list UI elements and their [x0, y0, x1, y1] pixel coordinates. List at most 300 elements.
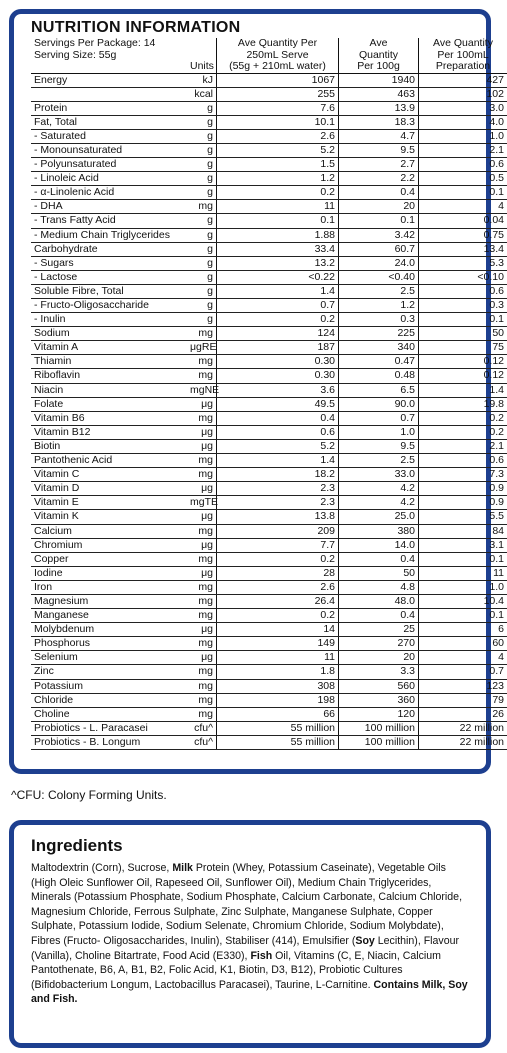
- value-per-serve: 209: [217, 524, 339, 538]
- nutrient-name: - Inulin: [31, 313, 187, 327]
- nutrient-name: Vitamin A: [31, 341, 187, 355]
- value-per-100ml: 0.2: [419, 411, 507, 425]
- nutrient-unit: mg: [187, 524, 217, 538]
- value-per-serve: 2.6: [217, 129, 339, 143]
- nutrient-unit: g: [187, 214, 217, 228]
- nutrient-name: - Saturated: [31, 129, 187, 143]
- value-per-100ml: 6: [419, 623, 507, 637]
- nutrient-unit: g: [187, 129, 217, 143]
- table-row: [31, 510, 507, 524]
- value-per-100g: 6.5: [339, 383, 419, 397]
- table-row-energy-kj: [31, 73, 507, 87]
- value-per-100g: 90.0: [339, 397, 419, 411]
- table-row: [31, 454, 507, 468]
- value-per-serve: 18.2: [217, 468, 339, 482]
- nutrient-name: Fat, Total: [31, 115, 187, 129]
- value-per-100g: 100 million: [339, 721, 419, 735]
- value-per-serve: 2.3: [217, 496, 339, 510]
- serving-size: Serving Size: 55g: [34, 48, 117, 61]
- value-per-serve: 0.2: [217, 313, 339, 327]
- table-row: [31, 143, 507, 157]
- value-per-serve: <0.22: [217, 270, 339, 284]
- value-per-serve: 1.88: [217, 228, 339, 242]
- value-per-serve: 308: [217, 679, 339, 693]
- nutrient-unit: g: [187, 186, 217, 200]
- nutrient-name: Folate: [31, 397, 187, 411]
- value-per-serve: 124: [217, 327, 339, 341]
- value-per-100ml: 1.0: [419, 129, 507, 143]
- nutrient-unit: mg: [187, 679, 217, 693]
- nutrient-unit: μg: [187, 623, 217, 637]
- value-per-100ml: 0.12: [419, 355, 507, 369]
- value-per-100ml: 5.5: [419, 510, 507, 524]
- allergen-text: Soy: [355, 934, 375, 947]
- value-per-100g: 50: [339, 566, 419, 580]
- table-row: [31, 693, 507, 707]
- value-per-100g: 1.2: [339, 299, 419, 313]
- value-per-100ml: 123: [419, 679, 507, 693]
- nutrient-unit: mg: [187, 707, 217, 721]
- table-row: [31, 101, 507, 115]
- table-row: [31, 115, 507, 129]
- nutrient-unit: g: [187, 115, 217, 129]
- table-row: [31, 538, 507, 552]
- value-per-100g: 0.1: [339, 214, 419, 228]
- value-per-serve: 26.4: [217, 594, 339, 608]
- value-per-100g: 225: [339, 327, 419, 341]
- value-per-100ml: 1.0: [419, 580, 507, 594]
- value-per-serve: 0.2: [217, 552, 339, 566]
- value-per-100ml: 0.75: [419, 228, 507, 242]
- nutrient-name: Chromium: [31, 538, 187, 552]
- nutrient-unit: g: [187, 256, 217, 270]
- nutrient-name: Choline: [31, 707, 187, 721]
- nutrient-unit: mg: [187, 609, 217, 623]
- value-per-100ml: <0.10: [419, 270, 507, 284]
- nutrient-unit: mg: [187, 594, 217, 608]
- nutrient-name: Pantothenic Acid: [31, 454, 187, 468]
- table-row: [31, 397, 507, 411]
- table-row: [31, 552, 507, 566]
- value-per-100ml: 0.3: [419, 299, 507, 313]
- nutrient-unit: mg: [187, 369, 217, 383]
- value-per-100ml: 3.0: [419, 101, 507, 115]
- value-per-100ml: 2.1: [419, 439, 507, 453]
- nutrient-name: Vitamin C: [31, 468, 187, 482]
- value-per-serve: 1.4: [217, 284, 339, 298]
- value-per-serve: 10.1: [217, 115, 339, 129]
- nutrient-name: Potassium: [31, 679, 187, 693]
- allergen-text: Fish: [250, 949, 273, 962]
- value-per-serve: 3.6: [217, 383, 339, 397]
- nutrient-unit: mgTE: [187, 496, 217, 510]
- nutrient-unit: g: [187, 299, 217, 313]
- value-per-100ml: 0.1: [419, 186, 507, 200]
- value-per-serve: 1.4: [217, 454, 339, 468]
- nutrient-name: Vitamin B6: [31, 411, 187, 425]
- value-per-serve: 0.2: [217, 609, 339, 623]
- table-row: [31, 439, 507, 453]
- nutrient-name: Probiotics - L. Paracasei: [31, 721, 187, 735]
- value-per-100ml: 50: [419, 327, 507, 341]
- value-per-100ml: 84: [419, 524, 507, 538]
- value-per-100g: 270: [339, 637, 419, 651]
- value-per-100g: 3.42: [339, 228, 419, 242]
- nutrient-unit: μgRE: [187, 341, 217, 355]
- nutrient-unit: mg: [187, 355, 217, 369]
- nutrient-unit: g: [187, 158, 217, 172]
- nutrition-table: [31, 38, 507, 750]
- servings-per-package: Servings Per Package: 14: [34, 37, 156, 49]
- value-per-100ml: 0.9: [419, 496, 507, 510]
- nutrient-name: Vitamin K: [31, 510, 187, 524]
- value-per-serve: 0.7: [217, 299, 339, 313]
- value-per-100g: 13.9: [339, 101, 419, 115]
- value-per-serve: 55 million: [217, 721, 339, 735]
- value-per-100g: 560: [339, 679, 419, 693]
- table-row: [31, 665, 507, 679]
- value-per-100g: 24.0: [339, 256, 419, 270]
- table-row: [31, 651, 507, 665]
- value-per-100ml: 0.1: [419, 552, 507, 566]
- ingredient-text: Oil, Vitamins (C, E, Niacin, Calcium Pantothenate, B6, A, B1, B2, Folic Acid, K1, Biotin, D3, B12), Probiotic Cultures (Bifidobacterium Longum, Lactobacillus Paracasei), Taurine, L-Carnitine.: [31, 949, 441, 991]
- nutrient-unit: g: [187, 270, 217, 284]
- value-per-100ml: 26: [419, 707, 507, 721]
- value-per-100g: 120: [339, 707, 419, 721]
- value-per-100g: 60.7: [339, 242, 419, 256]
- nutrient-unit: μg: [187, 510, 217, 524]
- nutrient-name: - Polyunsaturated: [31, 158, 187, 172]
- value-per-100ml: 427: [419, 73, 507, 87]
- nutrient-name: Iron: [31, 580, 187, 594]
- table-row: [31, 411, 507, 425]
- value-per-100ml: 60: [419, 637, 507, 651]
- nutrient-unit: cfu^: [187, 721, 217, 735]
- value-per-100ml: 3.1: [419, 538, 507, 552]
- value-per-100g: 463: [339, 87, 419, 101]
- value-per-100g: 0.4: [339, 609, 419, 623]
- nutrient-name: - Fructo-Oligosaccharide: [31, 299, 187, 313]
- nutrient-name: Molybdenum: [31, 623, 187, 637]
- value-per-serve: 0.30: [217, 369, 339, 383]
- value-per-100ml: 4: [419, 651, 507, 665]
- value-per-serve: 2.6: [217, 580, 339, 594]
- table-row: [31, 313, 507, 327]
- nutrient-name: Biotin: [31, 439, 187, 453]
- nutrient-name: - DHA: [31, 200, 187, 214]
- value-per-100ml: 0.6: [419, 158, 507, 172]
- value-per-100ml: 22 million: [419, 721, 507, 735]
- value-per-100g: 0.7: [339, 411, 419, 425]
- value-per-100ml: 19.8: [419, 397, 507, 411]
- cfu-footnote: ^CFU: Colony Forming Units.: [11, 788, 167, 802]
- value-per-serve: 33.4: [217, 242, 339, 256]
- nutrient-name: Protein: [31, 101, 187, 115]
- value-per-100ml: 75: [419, 341, 507, 355]
- value-per-100g: 25: [339, 623, 419, 637]
- table-row: [31, 256, 507, 270]
- nutrient-unit: kcal: [187, 87, 217, 101]
- nutrient-unit: mg: [187, 580, 217, 594]
- value-per-100g: 0.48: [339, 369, 419, 383]
- value-per-100g: 2.7: [339, 158, 419, 172]
- table-row: [31, 383, 507, 397]
- value-per-100ml: 13.4: [419, 242, 507, 256]
- value-per-100g: 4.8: [339, 580, 419, 594]
- nutrient-unit: μg: [187, 439, 217, 453]
- table-row: [31, 214, 507, 228]
- value-per-serve: 13.8: [217, 510, 339, 524]
- value-per-serve: 1.8: [217, 665, 339, 679]
- table-row: [31, 200, 507, 214]
- nutrient-unit: g: [187, 101, 217, 115]
- value-per-100g: 4.2: [339, 496, 419, 510]
- nutrient-name: Riboflavin: [31, 369, 187, 383]
- serving-info-header: [31, 38, 187, 73]
- ingredients-panel: [9, 820, 491, 1048]
- per-serve-header: Ave Quantity Per 250mL Serve (55g + 210mL water): [217, 38, 339, 73]
- nutrient-name: Probiotics - B. Longum: [31, 735, 187, 749]
- nutrient-unit: mg: [187, 454, 217, 468]
- nutrient-unit: g: [187, 284, 217, 298]
- nutrient-unit: mg: [187, 411, 217, 425]
- nutrition-panel: [9, 9, 504, 774]
- nutrient-name: Sodium: [31, 327, 187, 341]
- value-per-serve: 11: [217, 200, 339, 214]
- nutrient-name: Manganese: [31, 609, 187, 623]
- nutrient-name: - Trans Fatty Acid: [31, 214, 187, 228]
- nutrient-name: - Medium Chain Triglycerides: [31, 228, 187, 242]
- nutrient-unit: mg: [187, 693, 217, 707]
- value-per-100g: 2.2: [339, 172, 419, 186]
- table-row: [31, 468, 507, 482]
- value-per-100g: <0.40: [339, 270, 419, 284]
- table-row: [31, 637, 507, 651]
- value-per-100ml: 0.7: [419, 665, 507, 679]
- value-per-100g: 0.4: [339, 552, 419, 566]
- nutrient-name: Vitamin D: [31, 482, 187, 496]
- value-per-100g: 360: [339, 693, 419, 707]
- table-row: [31, 735, 507, 749]
- value-per-serve: 1067: [217, 73, 339, 87]
- value-per-serve: 13.2: [217, 256, 339, 270]
- table-row: [31, 580, 507, 594]
- value-per-serve: 1.2: [217, 172, 339, 186]
- value-per-serve: 0.1: [217, 214, 339, 228]
- nutrient-unit: cfu^: [187, 735, 217, 749]
- nutrient-unit: mg: [187, 327, 217, 341]
- table-row: [31, 369, 507, 383]
- value-per-100ml: 2.1: [419, 143, 507, 157]
- value-per-serve: 5.2: [217, 143, 339, 157]
- value-per-100ml: 11: [419, 566, 507, 580]
- table-row: [31, 496, 507, 510]
- value-per-100g: 380: [339, 524, 419, 538]
- nutrient-name: - α-Linolenic Acid: [31, 186, 187, 200]
- table-row: [31, 623, 507, 637]
- nutrient-name: Soluble Fibre, Total: [31, 284, 187, 298]
- table-row: [31, 609, 507, 623]
- value-per-100ml: 4.0: [419, 115, 507, 129]
- value-per-serve: 5.2: [217, 439, 339, 453]
- value-per-serve: 11: [217, 651, 339, 665]
- table-row: [31, 158, 507, 172]
- value-per-100ml: 0.04: [419, 214, 507, 228]
- value-per-100ml: 0.2: [419, 425, 507, 439]
- value-per-100ml: 1.4: [419, 383, 507, 397]
- table-row-energy-kcal: [31, 87, 507, 101]
- value-per-100g: 0.4: [339, 186, 419, 200]
- nutrient-unit: μg: [187, 566, 217, 580]
- nutrient-name: Thiamin: [31, 355, 187, 369]
- panel-title: NUTRITION INFORMATION: [31, 19, 241, 36]
- value-per-serve: 2.3: [217, 482, 339, 496]
- table-row: [31, 270, 507, 284]
- nutrient-name: - Monounsaturated: [31, 143, 187, 157]
- value-per-100ml: 0.5: [419, 172, 507, 186]
- nutrient-unit: mgNE: [187, 383, 217, 397]
- value-per-100g: 2.5: [339, 454, 419, 468]
- ingredient-text: Protein (Whey, Potassium Caseinate), Vegetable Oils (High Oleic Sunflower Oil, Rapeseed Oil, Sunflower Oil), Medium Chain Triglycerides, Minerals (Potassium Phosphate, Sodium Phosphate, Calcium Carbonate, Calcium Chloride, Magnesium Chloride, Ferrous Sulphate, Zinc Sulphate, Manganese Sulphate, Copper Sulphate, Potassium Iodide, Sodium Selenate, Chromium Chloride, Sodium Molybdate), Fibres (Fructo- Oligosaccharides, Inulin), Stabiliser (414), Emulsifier (: [31, 862, 463, 947]
- nutrient-unit: g: [187, 242, 217, 256]
- value-per-serve: 1.5: [217, 158, 339, 172]
- nutrient-name: Vitamin E: [31, 496, 187, 510]
- value-per-serve: 7.7: [217, 538, 339, 552]
- units-header: Units: [187, 38, 217, 73]
- table-row: [31, 566, 507, 580]
- nutrient-unit: μg: [187, 651, 217, 665]
- nutrient-unit: mg: [187, 552, 217, 566]
- value-per-100g: 25.0: [339, 510, 419, 524]
- value-per-100g: 0.3: [339, 313, 419, 327]
- ingredients-title: Ingredients: [31, 836, 123, 855]
- nutrient-name: Chloride: [31, 693, 187, 707]
- value-per-serve: 7.6: [217, 101, 339, 115]
- nutrient-unit: μg: [187, 397, 217, 411]
- value-per-100ml: 0.1: [419, 609, 507, 623]
- value-per-100ml: 79: [419, 693, 507, 707]
- table-body: [31, 73, 507, 750]
- nutrient-unit: g: [187, 172, 217, 186]
- value-per-serve: 149: [217, 637, 339, 651]
- nutrient-unit: μg: [187, 538, 217, 552]
- value-per-serve: 198: [217, 693, 339, 707]
- allergen-text: Contains Milk, Soy and Fish.: [31, 978, 468, 1006]
- table-header: [31, 38, 507, 73]
- nutrient-unit: kJ: [187, 73, 217, 87]
- ingredient-text: Lecithin), Flavour (Vanilla), Choline Bitartrate, Food Acid (E330),: [31, 934, 460, 962]
- nutrient-unit: g: [187, 143, 217, 157]
- value-per-100g: 20: [339, 651, 419, 665]
- value-per-100ml: 7.3: [419, 468, 507, 482]
- nutrient-name: - Linoleic Acid: [31, 172, 187, 186]
- nutrient-name: Zinc: [31, 665, 187, 679]
- value-per-100ml: 102: [419, 87, 507, 101]
- value-per-100ml: 22 million: [419, 735, 507, 749]
- per-100ml-header: Ave Quantity Per 100mL Preparation: [419, 38, 507, 73]
- value-per-100g: 1940: [339, 73, 419, 87]
- value-per-serve: 14: [217, 623, 339, 637]
- value-per-serve: 187: [217, 341, 339, 355]
- table-row: [31, 284, 507, 298]
- table-row: [31, 594, 507, 608]
- value-per-serve: 255: [217, 87, 339, 101]
- value-per-100ml: 0.6: [419, 284, 507, 298]
- value-per-100ml: 4: [419, 200, 507, 214]
- value-per-serve: 0.6: [217, 425, 339, 439]
- value-per-serve: 55 million: [217, 735, 339, 749]
- value-per-100ml: 0.9: [419, 482, 507, 496]
- value-per-100g: 9.5: [339, 143, 419, 157]
- nutrient-name: Selenium: [31, 651, 187, 665]
- value-per-serve: 28: [217, 566, 339, 580]
- table-row: [31, 228, 507, 242]
- value-per-100ml: 5.3: [419, 256, 507, 270]
- allergen-text: Milk: [172, 862, 193, 874]
- value-per-100g: 1.0: [339, 425, 419, 439]
- table-row: [31, 129, 507, 143]
- nutrient-name: Copper: [31, 552, 187, 566]
- value-per-100g: 18.3: [339, 115, 419, 129]
- table-row: [31, 299, 507, 313]
- value-per-serve: 0.30: [217, 355, 339, 369]
- nutrient-unit: g: [187, 228, 217, 242]
- value-per-100g: 48.0: [339, 594, 419, 608]
- value-per-100g: 0.47: [339, 355, 419, 369]
- table-row: [31, 186, 507, 200]
- value-per-serve: 49.5: [217, 397, 339, 411]
- value-per-100g: 4.7: [339, 129, 419, 143]
- value-per-100g: 100 million: [339, 735, 419, 749]
- value-per-100ml: 0.1: [419, 313, 507, 327]
- value-per-100ml: 0.12: [419, 369, 507, 383]
- table-row: [31, 327, 507, 341]
- value-per-100g: 4.2: [339, 482, 419, 496]
- table-row: [31, 679, 507, 693]
- ingredient-text: Maltodextrin (Corn), Sucrose,: [31, 862, 173, 874]
- nutrient-unit: mg: [187, 637, 217, 651]
- value-per-serve: 66: [217, 707, 339, 721]
- table-row: [31, 355, 507, 369]
- nutrient-name: Carbohydrate: [31, 242, 187, 256]
- nutrient-name: Vitamin B12: [31, 425, 187, 439]
- value-per-100g: 340: [339, 341, 419, 355]
- nutrient-name: Niacin: [31, 383, 187, 397]
- nutrient-name: - Lactose: [31, 270, 187, 284]
- table-row: [31, 482, 507, 496]
- table-row: [31, 721, 507, 735]
- value-per-100g: 33.0: [339, 468, 419, 482]
- value-per-serve: 0.4: [217, 411, 339, 425]
- table-row: [31, 524, 507, 538]
- nutrient-name: Energy: [31, 73, 187, 87]
- value-per-100ml: 0.6: [419, 454, 507, 468]
- table-row: [31, 425, 507, 439]
- nutrient-unit: mg: [187, 468, 217, 482]
- table-row: [31, 172, 507, 186]
- table-row: [31, 242, 507, 256]
- table-row: [31, 341, 507, 355]
- nutrient-unit: μg: [187, 482, 217, 496]
- value-per-100g: 9.5: [339, 439, 419, 453]
- value-per-100g: 2.5: [339, 284, 419, 298]
- nutrient-name: Phosphorus: [31, 637, 187, 651]
- nutrient-unit: mg: [187, 665, 217, 679]
- ingredients-text: [31, 861, 472, 1007]
- nutrient-unit: g: [187, 313, 217, 327]
- nutrient-name: Calcium: [31, 524, 187, 538]
- nutrient-unit: mg: [187, 200, 217, 214]
